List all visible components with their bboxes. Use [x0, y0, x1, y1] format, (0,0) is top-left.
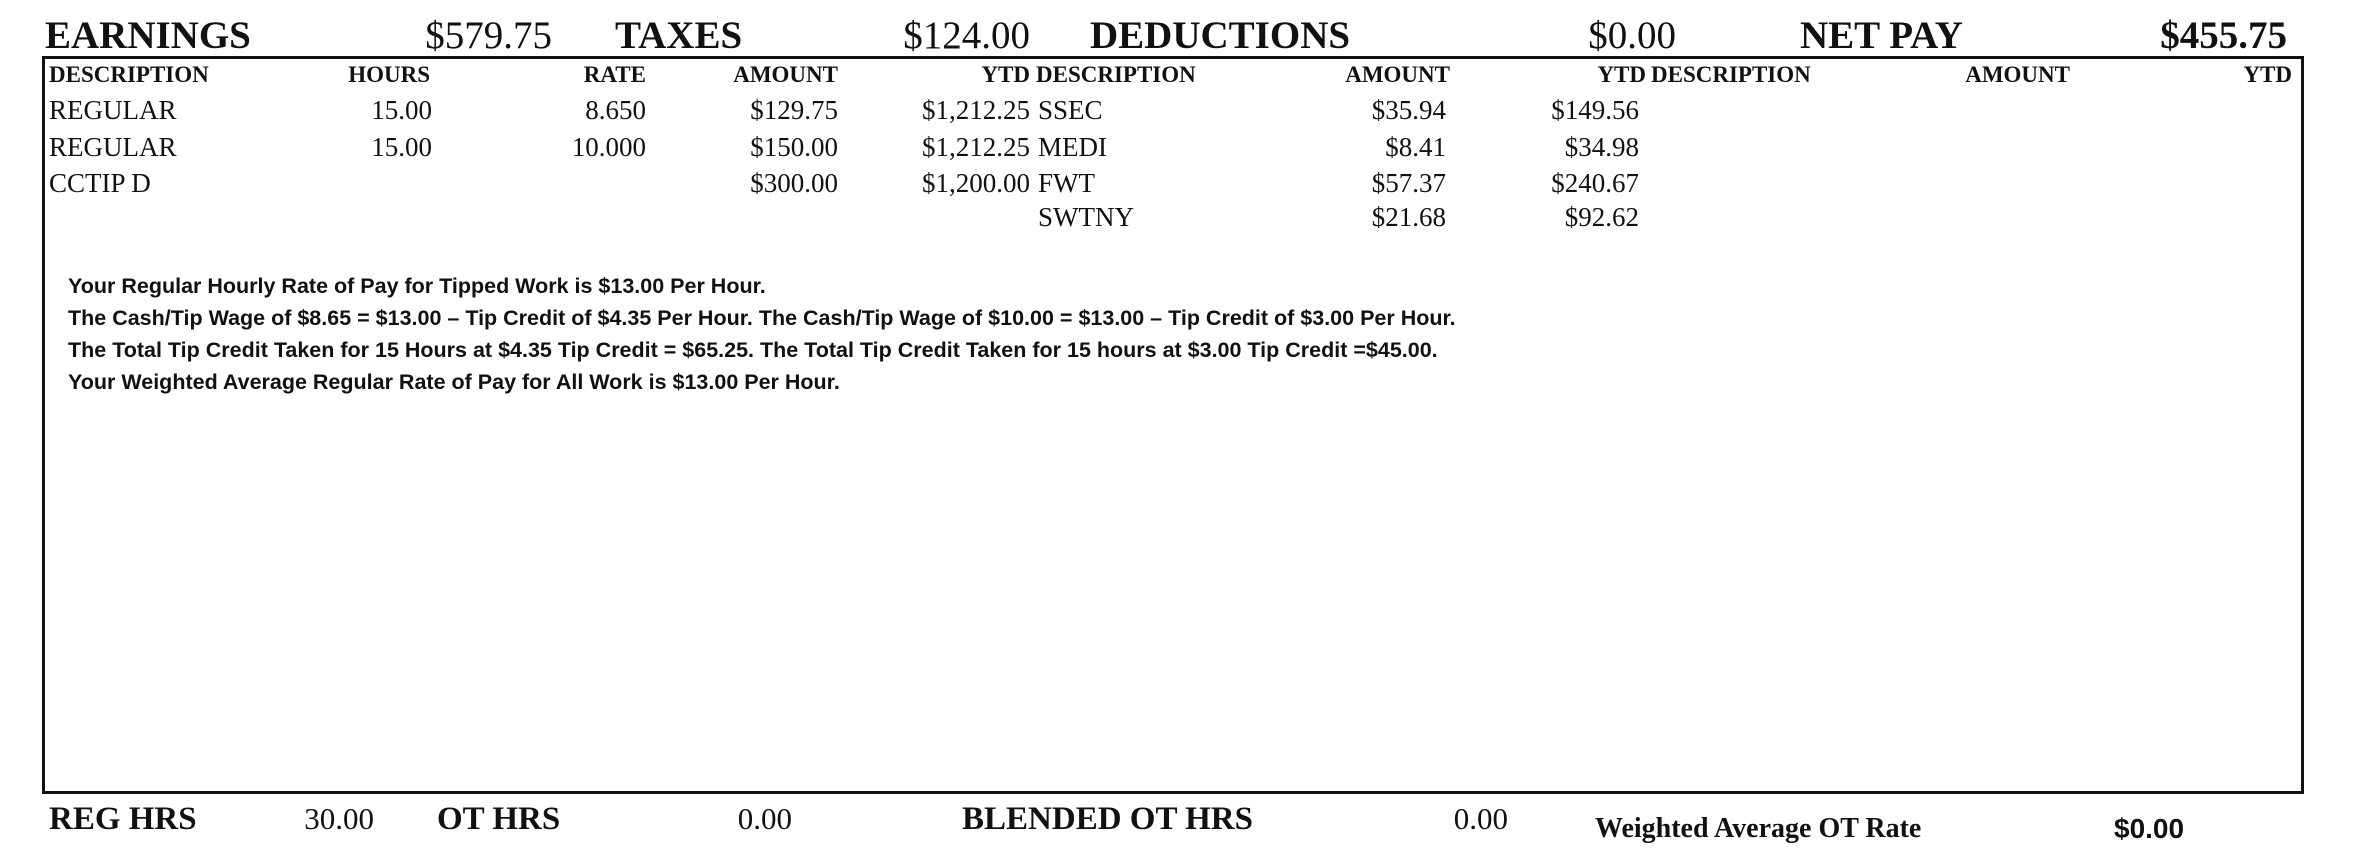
earnings-row-1-amount: $129.75: [750, 95, 838, 125]
earnings-row-2-description: REGULAR: [49, 132, 177, 162]
deductions-label: DEDUCTIONS: [1090, 14, 1351, 57]
net-pay-total: $455.75: [2160, 14, 2287, 57]
deductions-col-description: DESCRIPTION: [1651, 62, 1811, 87]
note-line-2: The Cash/Tip Wage of $8.65 = $13.00 – Tip Credit of $4.35 Per Hour. The Cash/Tip Wage of $10.00 = $13.00 – Tip Credit of $3.00 Per Hour.: [68, 306, 1456, 330]
earnings-row-2-rate: 10.000: [571, 132, 646, 162]
taxes-col-ytd: YTD: [1597, 62, 1646, 87]
ot-hrs-label: OT HRS: [437, 801, 561, 837]
taxes-total: $124.00: [903, 14, 1030, 57]
earnings-row-1-ytd: $1,212.25: [922, 95, 1030, 125]
deductions-col-amount: AMOUNT: [1965, 62, 2070, 87]
earnings-col-description: DESCRIPTION: [49, 62, 209, 87]
blended-ot-hrs-label: BLENDED OT HRS: [962, 801, 1253, 837]
note-line-3: The Total Tip Credit Taken for 15 Hours at $4.35 Tip Credit = $65.25. The Total Tip Credit Taken for 15 hours at $3.00 Tip Credit =$45.00.: [68, 338, 1438, 362]
earnings-col-ytd: YTD: [981, 62, 1030, 87]
net-pay-label: NET PAY: [1800, 14, 1963, 57]
taxes-row-1-ytd: $149.56: [1551, 95, 1639, 125]
deductions-total: $0.00: [1588, 14, 1676, 57]
note-line-1: Your Regular Hourly Rate of Pay for Tipped Work is $13.00 Per Hour.: [68, 274, 766, 298]
taxes-row-4-ytd: $92.62: [1564, 202, 1639, 232]
taxes-row-2-description: MEDI: [1038, 132, 1107, 162]
earnings-row-1-hours: 15.00: [371, 95, 432, 125]
taxes-row-1-description: SSEC: [1038, 95, 1103, 125]
earnings-col-rate: RATE: [583, 62, 646, 87]
reg-hrs-label: REG HRS: [49, 801, 197, 837]
reg-hrs-value: 30.00: [304, 801, 374, 836]
taxes-row-3-ytd: $240.67: [1551, 168, 1639, 198]
earnings-row-2-amount: $150.00: [750, 132, 838, 162]
taxes-row-4-description: SWTNY: [1038, 202, 1134, 232]
earnings-row-3-amount: $300.00: [750, 168, 838, 198]
earnings-row-2-hours: 15.00: [371, 132, 432, 162]
taxes-row-3-description: FWT: [1038, 168, 1095, 198]
weighted-avg-ot-rate-value: $0.00: [2114, 813, 2185, 844]
earnings-row-1-rate: 8.650: [585, 95, 646, 125]
earnings-label: EARNINGS: [45, 14, 251, 57]
taxes-row-1-amount: $35.94: [1371, 95, 1446, 125]
pay-details-box: [42, 56, 2304, 794]
earnings-total: $579.75: [425, 14, 552, 57]
earnings-row-1-description: REGULAR: [49, 95, 177, 125]
deductions-col-ytd: YTD: [2243, 62, 2292, 87]
taxes-row-3-amount: $57.37: [1371, 168, 1446, 198]
earnings-row-2-ytd: $1,212.25: [922, 132, 1030, 162]
taxes-row-2-ytd: $34.98: [1564, 132, 1639, 162]
ot-hrs-value: 0.00: [737, 801, 792, 836]
taxes-row-4-amount: $21.68: [1371, 202, 1446, 232]
earnings-col-hours: HOURS: [348, 62, 430, 87]
blended-ot-hrs-value: 0.00: [1453, 801, 1508, 836]
taxes-label: TAXES: [615, 14, 743, 57]
taxes-row-2-amount: $8.41: [1385, 132, 1446, 162]
weighted-avg-ot-rate-label: Weighted Average OT Rate: [1595, 813, 1922, 844]
earnings-row-3-ytd: $1,200.00: [922, 168, 1030, 198]
note-line-4: Your Weighted Average Regular Rate of Pay for All Work is $13.00 Per Hour.: [68, 370, 840, 394]
taxes-col-amount: AMOUNT: [1345, 62, 1450, 87]
earnings-col-amount: AMOUNT: [733, 62, 838, 87]
taxes-col-description: DESCRIPTION: [1036, 62, 1196, 87]
earnings-row-3-description: CCTIP D: [49, 168, 151, 198]
